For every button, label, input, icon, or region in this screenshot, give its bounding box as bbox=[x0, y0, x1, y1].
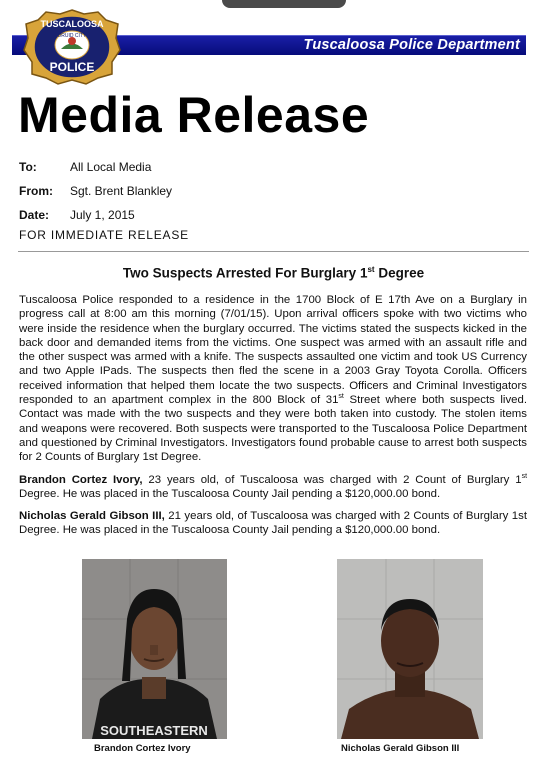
memo-from-value: Sgt. Brent Blankley bbox=[70, 184, 173, 198]
suspect1-paragraph: Brandon Cortez Ivory, 23 years old, of Tuscaloosa was charged with 2 Count of Burglary 1st Degree. He was placed in the Tuscaloosa County Jail pending a $120,000.00 bond. bbox=[19, 472, 528, 500]
memo-to-label: To: bbox=[19, 160, 37, 174]
police-badge-logo bbox=[22, 8, 122, 86]
department-name: Tuscaloosa Police Department bbox=[303, 37, 520, 53]
memo-from-label: From: bbox=[19, 184, 53, 198]
suspect2-mugshot bbox=[337, 559, 483, 739]
suspect1-name: Brandon Cortez Ivory, bbox=[19, 473, 143, 486]
immediate-release-label: FOR IMMEDIATE RELEASE bbox=[19, 228, 189, 242]
divider bbox=[18, 251, 529, 252]
svg-text:POLICE: POLICE bbox=[49, 60, 95, 74]
memo-date-label: Date: bbox=[19, 208, 50, 222]
suspect1-mugshot bbox=[82, 559, 227, 739]
page-title: Media Release bbox=[18, 87, 370, 143]
release-body bbox=[19, 293, 527, 546]
suspect1-caption: Brandon Cortez Ivory bbox=[94, 743, 191, 754]
release-headline: Two Suspects Arrested For Burglary 1st Degree bbox=[122, 265, 425, 281]
suspect2-name: Nicholas Gerald Gibson III, bbox=[19, 510, 165, 523]
memo-date-value: July 1, 2015 bbox=[70, 208, 135, 222]
device-notch bbox=[222, 0, 346, 8]
svg-text:DRUID CITY: DRUID CITY bbox=[57, 33, 87, 39]
suspect2-caption: Nicholas Gerald Gibson III bbox=[341, 743, 460, 754]
suspect2-paragraph: Nicholas Gerald Gibson III, 21 years old, of Tuscaloosa was charged with 2 Counts of Burglary 1st Degree. He was placed in the Tuscaloosa County Jail pending a $120,000.00 bond. bbox=[19, 510, 527, 537]
svg-text:TUSCALOOSA: TUSCALOOSA bbox=[40, 19, 104, 29]
incident-paragraph: Tuscaloosa Police responded to a residence in the 1700 Block of E 17th Ave on a Burglary in progress call at 8:00 am this morning (7/01/15). Upon arrival officers spoke with two victims who were inside the residence when the burglary occurred. The victims stated the suspects kicked in the back door and demanded items from the victims. One suspect was armed with an assault rifle and the other suspect was armed with a knife. The suspects assaulted one victim and took US Currency and two Apple IPads. The suspects then fled the scene in a 2003 Gray Toyota Corolla. Officers received information that helped them locate the two suspects. Officers and Criminal Investigators responded to an apartment complex in the 800 Block of 31st Street where both suspects lived. Contact was made with the two suspects and they were both taken into custody. The stolen items and weapons were recovered. Both suspects were transported to the Tuscaloosa Police Department and questioned by Criminal Investigators. Investigators found probable cause to arrest both suspects for 2 Counts of Burglary 1st Degree. bbox=[19, 294, 527, 464]
svg-text:SOUTHEASTERN: SOUTHEASTERN bbox=[100, 723, 208, 738]
memo-to-value: All Local Media bbox=[70, 160, 152, 174]
